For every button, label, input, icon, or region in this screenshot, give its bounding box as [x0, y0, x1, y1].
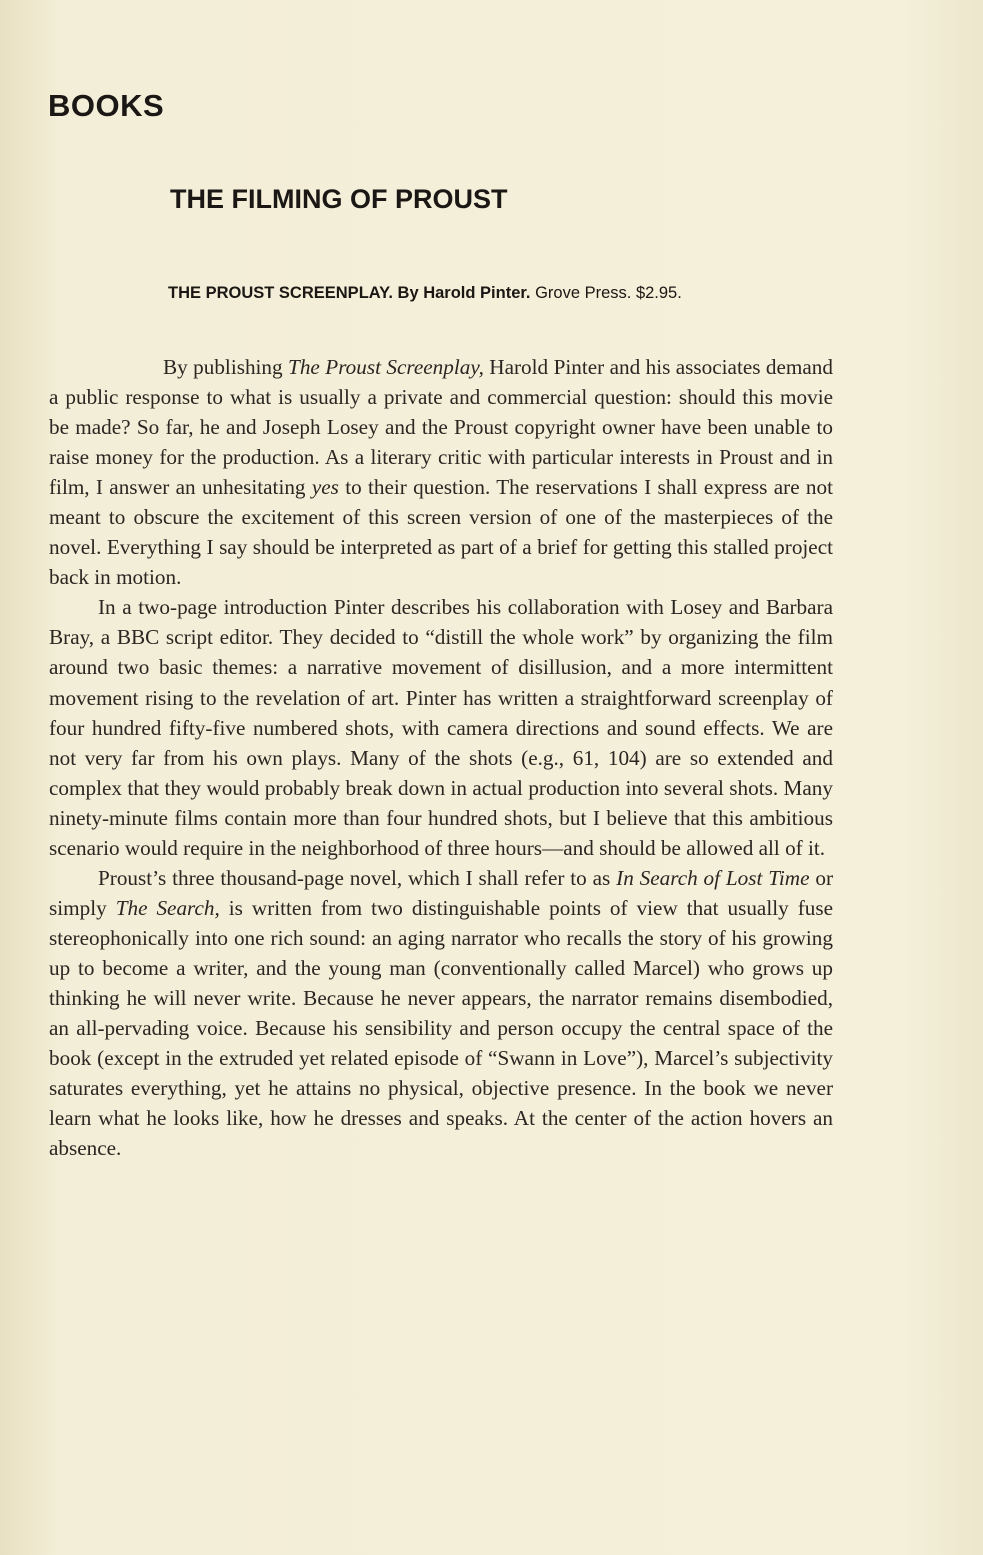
- text-run: is written from two distinguishable points of view that usually fuse stereophonically into one rich sound: an aging narrator who recalls the story of his growing up to become a writer, and the young man (conventionally called Marcel) who grows up thinking he will never write. Because he never appears, the narrator remains disembodied, an all-pervading voice. Because his sensibility and person occupy the central space of the book (except in the extruded yet related episode of “Swann in Love”), Marcel’s subjectivity saturates everything, yet he attains no physical, objective presence. In the book we never learn what he looks like, how he dresses and speaks. At the center of the action hovers an absence.: [49, 895, 833, 1161]
- section-heading: BOOKS: [48, 88, 165, 123]
- byline: [168, 284, 682, 303]
- italic-text: In Search of Lost Time: [616, 865, 810, 890]
- paragraph: [49, 352, 833, 592]
- text-run: By publishing: [163, 355, 289, 379]
- italic-text: yes: [311, 475, 339, 500]
- publisher-price: Grove Press. $2.95.: [535, 284, 682, 302]
- text-run: Proust’s three thousand-page novel, which I shall refer to as: [98, 865, 617, 890]
- text-run: or simply: [49, 865, 833, 920]
- text-run: In a two-page introduction Pinter describes his collaboration with Losey and Barbara Bray, a BBC script editor. They decided to “distill the whole work” by organizing the film around two basic themes: a narrative movement of disillusion, and a more intermittent movement rising to the revelation of art. Pinter has written a straightforward screenplay of four hundred fifty-five numbered shots, with camera directions and sound effects. We are not very far from his own plays. Many of the shots (e.g., 61, 104) are so extended and complex that they would probably break down in actual production into several shots. Many ninety-minute films contain more than four hundred shots, but I believe that this ambitious scenario would require in the neighborhood of three hours—and should be allowed all of it.: [49, 595, 833, 860]
- text-run: Harold Pinter and his associates demand a public response to what is usually a private and commercial question: should this movie be made? So far, he and Joseph Losey and the Proust copyright owner have been unable to raise money for the production. As a literary critic with particular interests in Proust and in film, I answer an unhesitating: [49, 355, 833, 500]
- paragraph: [49, 592, 833, 862]
- italic-text: The Proust Screenplay,: [288, 355, 484, 379]
- book-title: THE PROUST SCREENPLAY.: [168, 284, 393, 302]
- paragraph: [49, 863, 833, 1163]
- text-run: to their question. The reservations I shall express are not meant to obscure the excitement of this screen version of one of the masterpieces of the novel. Everything I say should be interpreted as part of a brief for getting this stalled project back in motion.: [49, 475, 833, 590]
- author: By Harold Pinter.: [397, 284, 531, 302]
- article-title: THE FILMING OF PROUST: [170, 184, 508, 214]
- italic-text: The Search,: [115, 895, 220, 920]
- article-body: [49, 352, 833, 1163]
